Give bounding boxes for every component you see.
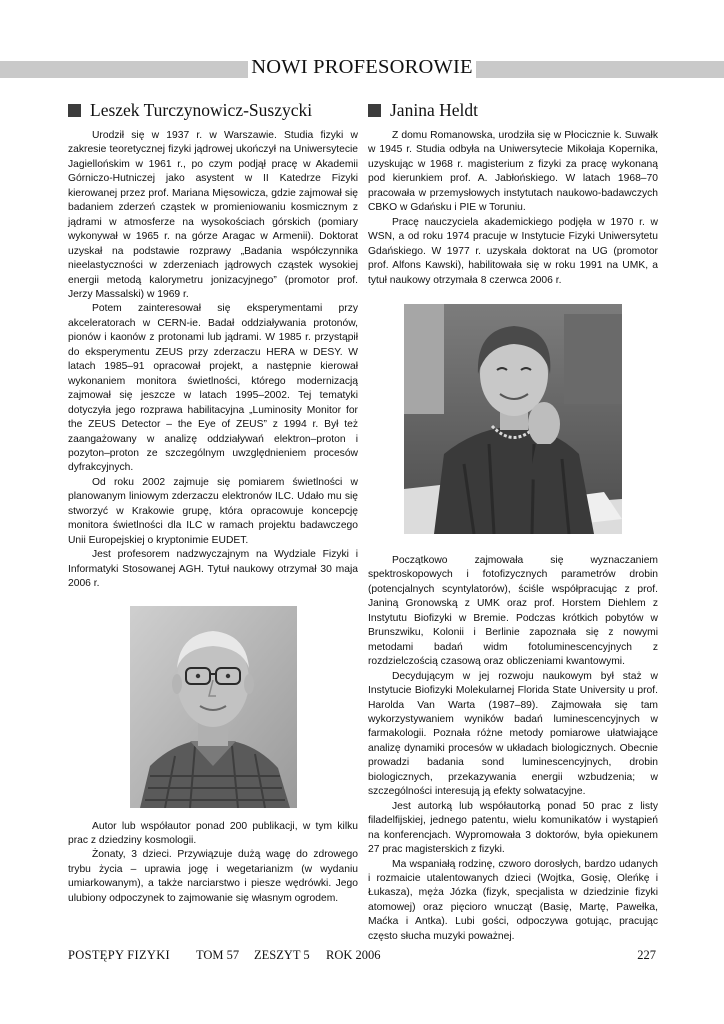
left-column (68, 98, 358, 906)
left-paragraph-5: Autor lub współautor ponad 200 publikacji, w tym kilku prac z dziedziny kosmologii. (68, 820, 358, 846)
footer-year: ROK 2006 (326, 948, 381, 962)
page-footer (68, 948, 656, 964)
left-paragraph-6: Żonaty, 3 dzieci. Przywiązuje dużą wagę do zdrowego trybu życia – uprawia jogę i wegetarianizm (w wydaniu umiarkowanym), a także narciarstwo i piesze wędrówki. Jego ulubiony odpoczynek to zajmowanie się własnym ogrodem. (68, 849, 358, 904)
left-paragraph-4: Jest profesorem nadzwyczajnym na Wydziale Fizyki i Informatyki Stosowanej AGH. Tytuł naukowy otrzymał 30 maja 2006 r. (68, 549, 358, 590)
footer-volume: TOM 57 (196, 948, 240, 962)
header-bar-left (0, 61, 248, 78)
right-paragraph-3: Początkowo zajmowała się wyznaczaniem spektroskopowych i fotofizycznych parametrów drobin (potencjalnych scyntylatorów), ściśle współpracując z prof. Janiną Gronowską z UMK oraz prof. Horstem Diehlem z Instytutu Biofizyki w Bremie. Podczas krótkich pobytów w Brunszwiku, Kolonii i Berlinie zapoznała się z nowymi metodami badań widm fotoluminescencyjnych z rozdzielczością czasową oraz obliczeniami kwantowymi. (368, 554, 658, 668)
right-paragraph-4: Decydującym w jej rozwoju naukowym był staż w Instytucie Biofizyki Molekularnej Florida State University u prof. Harolda Van Warta (1987–89). Zajmowała się tam wykorzystywaniem wyników badań luminescencyjnych w farmakologii. Poznała różne metody pomiarowe ułatwiające analizę dynamiki procesów w układach biologicznych. Obecnie prowadzi badania sond luminescencyjnych, drobin biologicznych, przekazywania energii wzbudzenia; w szczególności interesują ją efekty solwatacyjne. (368, 670, 658, 798)
left-paragraph-1: Urodził się w 1937 r. w Warszawie. Studia fizyki w zakresie teoretycznej fizyki jądrowej ukończył na Uniwersytecie Jagiellońskim w 1961 r., po czym podjął pracę w Akademii Górniczo-Hutniczej jako asystent w II Katedrze Fizyki kierowanej przez prof. Mariana Mięsowicza, gdzie zajmował się badaniem zderzeń cząstek w promieniowaniu kosmicznym z jądrami w atmosferze na wysokościach górskich (pomiary wykonywał w 1965 r. na górze Aragac w Armenii). Doktorat uzyskał na podstawie rozprawy „Badania współczynnika nieelastyczności w zderzeniach jądrowych cząstek wysokiej energii metodą kalorymetru jonizacyjnego” (promotor prof. Jerzy Massalski) w 1969 r. (68, 130, 358, 300)
right-paragraph-2: Pracę nauczyciela akademickiego podjęła w 1970 r. w WSN, a od roku 1974 pracuje w Instytucie Fizyki Uniwersytetu Gdańskiego. W 1977 r. uzyskała doktorat na UG (promotor prof. Alfons Kawski), habilitowała się w roku 1991 na UMK, a tytuł naukowy otrzymała 8 czerwca 2006 r. (368, 216, 658, 286)
left-name-heading (68, 98, 358, 122)
footer-page-number: 227 (637, 948, 656, 962)
right-name-heading (368, 98, 658, 122)
right-paragraph-1: Z domu Romanowska, urodziła się w Płocicznie k. Suwałk w 1945 r. Studia odbyła na Uniwersytecie Mikołaja Kopernika, uzyskując w 1968 r. magisterium z fizyki za pracę wykonaną pod kierunkiem prof. A. Jabłońskiego. W latach 1968–70 pracowała w przemysłowych instytutach naukowo-badawczych CBKO w Gdańsku i PIE w Toruniu. (368, 130, 658, 214)
footer-issue: ZESZYT 5 (254, 948, 310, 962)
square-bullet-icon (68, 104, 81, 117)
footer-journal: POSTĘPY FIZYKI (68, 948, 171, 962)
right-column (368, 98, 658, 944)
square-bullet-icon (368, 104, 381, 117)
header-bar-right (476, 61, 724, 78)
portrait-photo-right (404, 304, 622, 534)
section-title: NOWI PROFESOROWIE (251, 56, 473, 78)
professor-name-left: Leszek Turczynowicz-Suszycki (90, 99, 313, 120)
left-paragraph-3: Od roku 2002 zajmuje się pomiarem świetlności w planowanym liniowym zderzaczu elektronów ILC. Udało mu się stworzyć w Krakowie grupę, która opracowuje koncepcję monitora świetlności dla ILC w ramach projektu badawczego Unii Europejskiej o kryptonimie EUDET. (68, 476, 358, 546)
professor-name-right: Janina Heldt (390, 99, 478, 120)
right-paragraph-5: Jest autorką lub współautorką ponad 50 prac z listy filadelfijskiej, jednego patentu, wielu komunikatów i wystąpień na konferencjach. Wypromowała 3 doktorów, była opiekunem 27 prac magisterskich z fizyki. (368, 800, 658, 856)
left-paragraph-2: Potem zainteresował się eksperymentami przy akceleratorach w CERN-ie. Badał oddziaływania protonów, pionów i kaonów z protonami lub jądrami. W 1985 r. przystąpił do eksperymentu ZEUS przy zderzaczu HERA w DESY. W latach 1985–91 opracował projekt, a następnie kierował wykonaniem monitora świetlności, którego modernizacją zajmował się jeszcze w latach 1995–2002. Tej tematyki dotyczyła jego rozprawa habilitacyjna „Luminosity Monitor for the ZEUS Detector – the Eye of ZEUS” z 1994 r. Był też zaangażowany w analizę oddziaływań elektron–proton i pozyton–proton ze szczególnym uwzględnieniem procesów dyfrakcyjnych. (68, 303, 358, 474)
right-paragraph-6: Ma wspaniałą rodzinę, czworo dorosłych, bardzo udanych i rozmaicie utalentowanych dzieci (Wojtka, Gosię, Oleńkę i Łukasza), męża Józka (fizyk, specjalista w dziedzinie fizyki atomowej) oraz pięcioro wnucząt (Basię, Martę, Pawełka, Maćka i Antka). Lubi gości, odpoczywa gotując, pracując często słucha muzyki poważnej. (368, 858, 658, 942)
portrait-photo-left (130, 606, 297, 808)
